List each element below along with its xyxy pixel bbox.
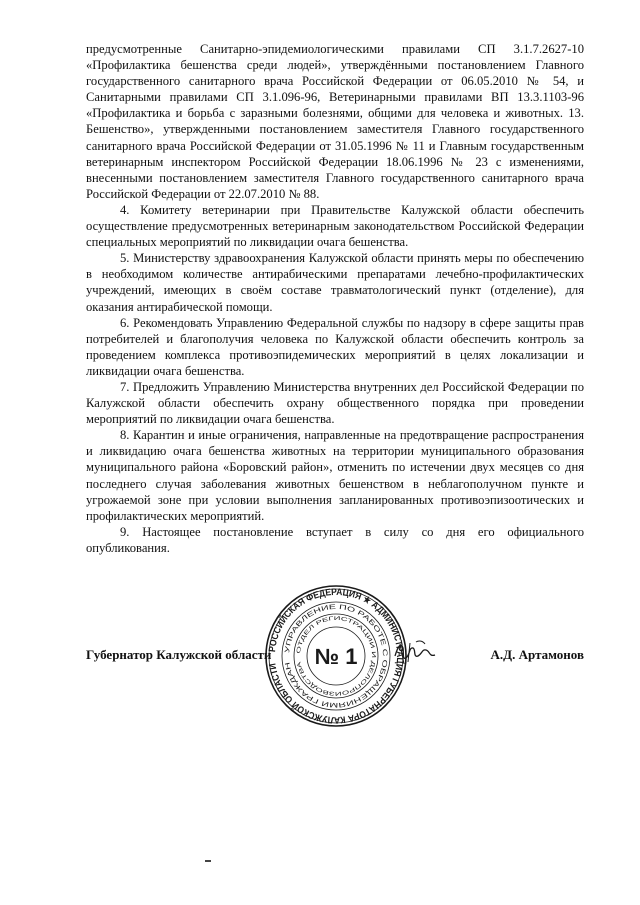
paragraph-item-7: 7. Предложить Управлению Министерства внутренних дел Российской Федерации по Калужской области обеспечить охрану общественного порядка при проведении мероприятий по ликвидации очага бешенства. [86, 379, 584, 427]
paragraph-item-9: 9. Настоящее постановление вступает в силу со дня его официального опубликования. [86, 524, 584, 555]
official-seal [264, 584, 408, 728]
paragraph-continuation: предусмотренные Санитарно-эпидемиологическими правилами СП 3.1.7.2627-10 «Профилактика бешенства среди людей», утверждёнными постановлением Главного государственного санитарного врача Российской Федерации от 06.05.2010 № 54, и Санитарными правилами СП 3.1.096-96, Ветеринарными правилами ВП 13.3.1103-96 «Профилактика и борьба с заразными болезнями, общими для человека и животных. 13. Бешенство», утвержденными постановлением заместителя Главного государственного санитарного врача Российской Федерации от 31.05.1996 № 11 и Главным государственным ветеринарным инспектором Российской Федерации 18.06.1996 № 23 с изменениями, внесенными постановлением заместителя Главного государственного санитарного врача Российской Федерации от 22.07.2010 № 88. [86, 42, 584, 201]
document-body [86, 41, 584, 556]
seal-middle-text: УПРАВЛЕНИЕ ПО РАБОТЕ С ОБРАЩЕНИЯМИ ГРАЖДАН [284, 603, 389, 709]
handwritten-signature [392, 634, 438, 668]
seal-inner-text: ОТДЕЛ РЕГИСТРАЦИИ И ДЕЛОПРОИЗВОДСТВА [295, 615, 376, 697]
paragraph-item-8: 8. Карантин и иные ограничения, направленные на предотвращение распространения и ликвидацию очага бешенства животных на территории муниципального образования муниципального района «Боровский район», отменить по истечении двух месяцев со дня последнего случая заболевания животных бешенством в неблагополучном пункте и угрожаемой зоне при условии выполнения запланированных противоэпизоотических и профилактических мероприятий. [86, 428, 584, 523]
seal-outer-text: РОССИЙСКАЯ ФЕДЕРАЦИЯ ★ АДМИНИСТРАЦИЯ ГУБЕРНАТОРА КАЛУЖСКОЙ ОБЛАСТИ [267, 586, 406, 726]
seal-number: № 1 [314, 644, 358, 669]
signatory-name: А.Д. Артамонов [490, 647, 584, 662]
paragraph-item-6: 6. Рекомендовать Управлению Федеральной службы по надзору в сфере защиты прав потребителей и благополучия человека по Калужской области обеспечить контроль за проведением комплекса противоэпидемических мероприятий в целях локализации и ликвидации очага бешенства. [86, 315, 584, 378]
paragraph-item-4: 4. Комитету ветеринарии при Правительстве Калужской области обеспечить осуществление предусмотренных ветеринарным законодательством Российской Федерации специальных мероприятий по ликвидации очага бешенства. [86, 202, 584, 250]
paragraph-item-5: 5. Министерству здравоохранения Калужской области принять меры по обеспечению в необходимом количестве антирабическими препаратами лечебно-профилактических учреждений, имеющих в своём составе травматологический пункт (отделение), для оказания антирабической помощи. [86, 251, 584, 314]
stray-mark [205, 860, 211, 862]
signatory-title: Губернатор Калужской области [86, 647, 272, 662]
